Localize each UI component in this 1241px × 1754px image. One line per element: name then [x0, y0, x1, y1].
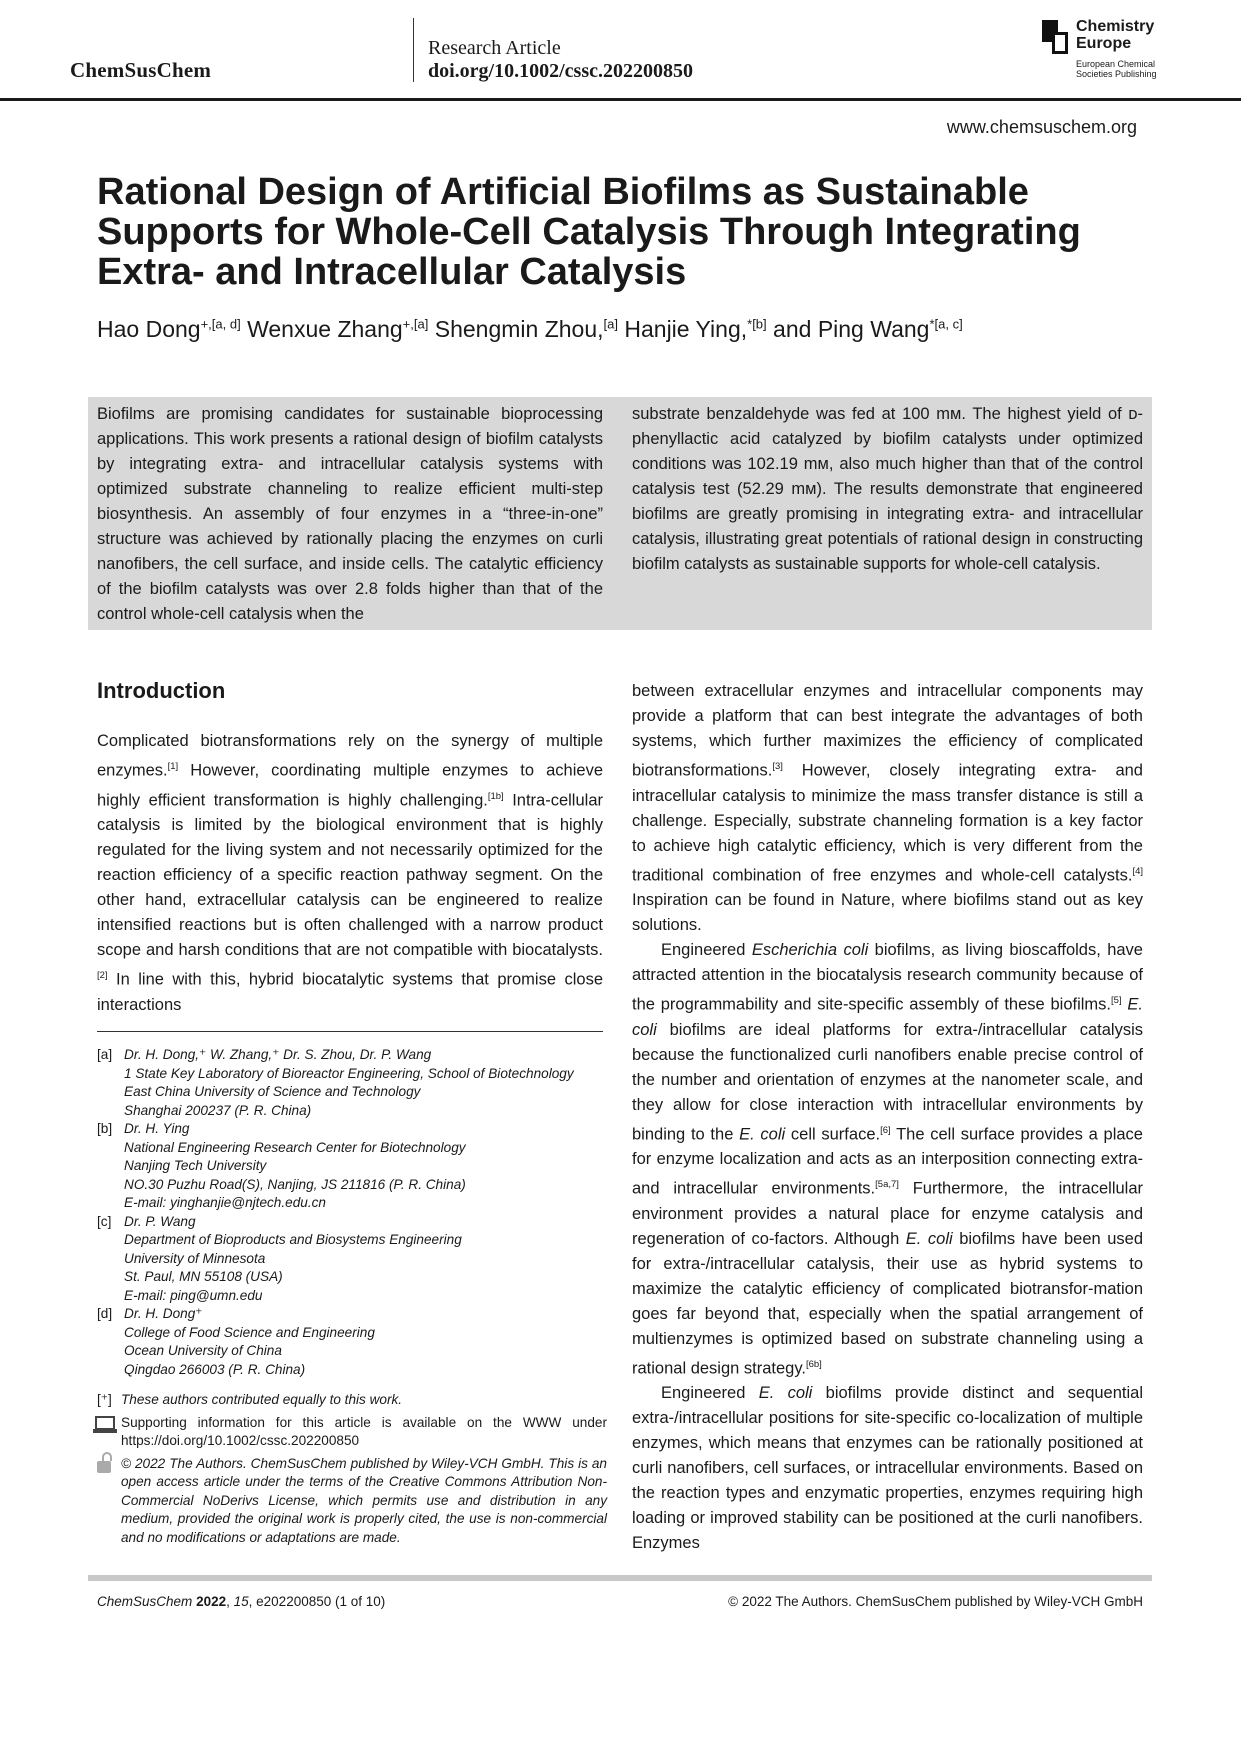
publisher-logo [1042, 18, 1172, 84]
supporting-info-note[interactable]: Supporting information for this article is available on the WWW under https://doi.org/10.1002/cssc.202200850 [97, 1414, 607, 1451]
abstract-left-column: Biofilms are promising candidates for sustainable bioprocessing applications. This work presents a rational design of biofilm catalysts by integrating extra- and intracellular catalysis systems with optimized substrate channeling to realize efficient multi-step biosynthesis. An assembly of four enzymes in a “three-in-one” structure was achieved by rationally placing the enzymes on curli nanofibers, the cell surface, and inside cells. The catalytic efficiency of the biofilm catalysts was over 2.8 folds higher than that of the control whole-cell catalysis when the [97, 405, 603, 623]
citation-ref[interactable]: [6] [880, 1124, 891, 1136]
affiliation-a: [a] Dr. H. Dong,⁺ W. Zhang,⁺ Dr. S. Zhou, Dr. P. Wang 1 State Key Laboratory of Bioreactor Engineering, School of Biotechnology East China University of Science and Technology Shanghai 200237 (P. R. China) [97, 1047, 574, 1118]
body-left-column [97, 729, 603, 1018]
paragraph: Engineered E. coli biofilms provide distinct and sequential extra-/intracellular positions for site-specific co-localization of multiple enzymes, which means that enzymes can be rationally positioned at curli nanofibers, cell surfaces, or intracellular environments. Based on the reaction types and enzymatic properties, enzymes requiring high loading or improved stability can be positioned at the curli nanofibers. Enzymes [632, 1384, 1143, 1552]
header-divider [413, 18, 414, 82]
body-right-column [632, 679, 1143, 1556]
paragraph: between extracellular enzymes and intracellular components may provide a platform that can best integrate the advantages of both systems, which further maximizes the efficiency of complicated biotransformations.[3] However, closely integrating extra- and intracellular catalysis to minimize the mass transfer distance is still a challenge. Especially, substrate channeling formation is a key factor to achieve high catalytic efficiency, which is very different from the traditional combination of free enzymes and whole-cell catalysts.[4] Inspiration can be found in Nature, where biofilms stand out as key solutions. [632, 682, 1143, 934]
author: Wenxue Zhang$^{+,[a]}$ [247, 316, 429, 342]
citation-ref[interactable]: [3] [772, 761, 783, 772]
author: Hao Dong$^{+,[a, d]}$ [97, 316, 241, 342]
paragraph: Complicated biotransformations rely on the synergy of multiple enzymes.[1] However, coordinating multiple enzymes to achieve highly efficient transformation is highly challenging.[1b] Intra-cellular catalysis is limited by the biological environment that is highly regulated for the living system and not necessarily optimized for the reaction efficiency of a specific reaction pathway segment. On the other hand, extracellular catalysis can be engineered to realize intensified reactions but is often challenged with a narrow product scope and harsh conditions that are not compatible with biocatalysts.[2] In line with this, hybrid biocatalytic systems that promise close interactions [97, 732, 603, 1014]
article-type: Research Article [428, 37, 561, 59]
equal-contribution-note: [⁺] These authors contributed equally to this work. [97, 1392, 403, 1407]
journal-website-link[interactable]: www.chemsuschem.org [946, 117, 1137, 137]
affiliation-c: [c] Dr. P. Wang Department of Bioproducts and Biosystems Engineering University of Minnesota St. Paul, MN 55108 (USA) E-mail: ping@umn.edu [97, 1213, 607, 1306]
publisher-name-line1: Chemistry [1076, 18, 1155, 35]
affiliation-d: [d] Dr. H. Dong⁺ College of Food Science and Engineering Ocean University of China Qingdao 266003 (P. R. China) [97, 1306, 375, 1377]
author: Ping Wang$^{*[a, c]}$ [817, 316, 963, 342]
footnote-rule [97, 1031, 603, 1032]
journal-name: ChemSusChem [70, 58, 212, 82]
abstract-box [88, 397, 1152, 630]
citation-ref[interactable]: [5] [1111, 995, 1122, 1006]
footer-rule [88, 1575, 1152, 1581]
citation-ref[interactable]: [6b] [805, 1358, 822, 1370]
citation-ref[interactable]: [1] [167, 761, 179, 772]
publisher-subtitle-line1: European Chemical [1076, 59, 1156, 69]
email-link[interactable]: E-mail: yinghanjie@njtech.edu.cn [124, 1195, 326, 1210]
abstract-right-column: substrate benzaldehyde was fed at 100 mᴍ. The highest yield of ᴅ-phenyllactic acid catalyzed by biofilm catalysts under optimized conditions was 102.19 mᴍ, also much higher than that of the control catalysis test (52.29 mᴍ). The results demonstrate that engineered biofilms are greatly promising in integrating extra- and intracellular catalysis, illustrating great potentials of rational design in constructing biofilm catalysts as sustainable supports for whole-cell catalysis. [632, 405, 1143, 573]
computer-icon [95, 1416, 115, 1430]
author-list [97, 316, 963, 343]
section-heading-introduction: Introduction [97, 678, 226, 703]
article-notes [97, 1391, 607, 1551]
citation-ref[interactable]: [5a,7] [875, 1179, 899, 1190]
affiliations-footnotes [97, 1046, 607, 1379]
citation-ref[interactable]: [4] [1132, 865, 1143, 877]
author: Shengmin Zhou,[a] [434, 316, 618, 342]
doi-link[interactable]: doi.org/10.1002/cssc.202200850 [428, 60, 693, 82]
footer-copyright: © 2022 The Authors. ChemSusChem published by Wiley-VCH GmbH [728, 1594, 1143, 1609]
footer-citation: ChemSusChem 2022, 15, e202200850 (1 of 10) [97, 1594, 386, 1609]
publisher-subtitle-line2: Societies Publishing [1076, 69, 1157, 79]
publisher-name-line2: Europe [1076, 35, 1132, 52]
citation-ref[interactable]: [1b] [487, 790, 504, 802]
affiliation-b: [b] Dr. H. Ying National Engineering Research Center for Biotechnology Nanjing Tech University NO.30 Puzhu Road(S), Nanjing, JS 211816 (P. R. China) E-mail: yinghanjie@njtech.edu.cn [97, 1120, 607, 1213]
email-link[interactable]: E-mail: ping@umn.edu [124, 1287, 263, 1303]
license-note: © 2022 The Authors. ChemSusChem published by Wiley-VCH GmbH. This is an open access article under the terms of the Creative Commons Attribution Non-Commercial NoDerivs License, which permits use and distribution in any medium, provided the original work is properly cited, the use is non-commercial and no modifications or adaptations are made. [97, 1455, 607, 1548]
paragraph: Engineered Escherichia coli biofilms, as living bioscaffolds, have attracted attention in the biocatalysis research community because of the programmability and site-specific assembly of these biofilms.[5] E. coli biofilms are ideal platforms for extra-/intracellular catalysis because the functionalized curli nanofibers enable precise control of the number and orientation of enzymes at the nanometer scale, and they allow for close interaction with intracellular environments by binding to the E. coli cell surface.[6] The cell surface provides a place for enzyme localization and acts as an interposition connecting extra- and intracellular environments.[5a,7] Furthermore, the intracellular environment provides a natural place for enzyme catalysis and regeneration of co-factors. Although E. coli biofilms have been used for extra-/intracellular catalysis, their use as hybrid systems to maximize the catalytic efficiency of complicated biotransfor-mation goes far beyond that, especially when the spatial arrangement of multienzymes is optimized based on substrate channeling using a rational design strategy.[6b] [632, 941, 1144, 1377]
article-title: Rational Design of Artificial Biofilms as Sustainable Supports for Whole-Cell Catalysis Through Integrating Extra- and Intracellular Catalysis [97, 171, 1081, 293]
author: Hanjie Ying,$^{*[b]}$ and [624, 316, 818, 342]
citation-ref[interactable]: [2] [97, 970, 108, 981]
header-rule [0, 98, 1241, 101]
open-access-lock-icon [97, 1461, 111, 1473]
chemistry-europe-logo-icon [1042, 20, 1068, 54]
